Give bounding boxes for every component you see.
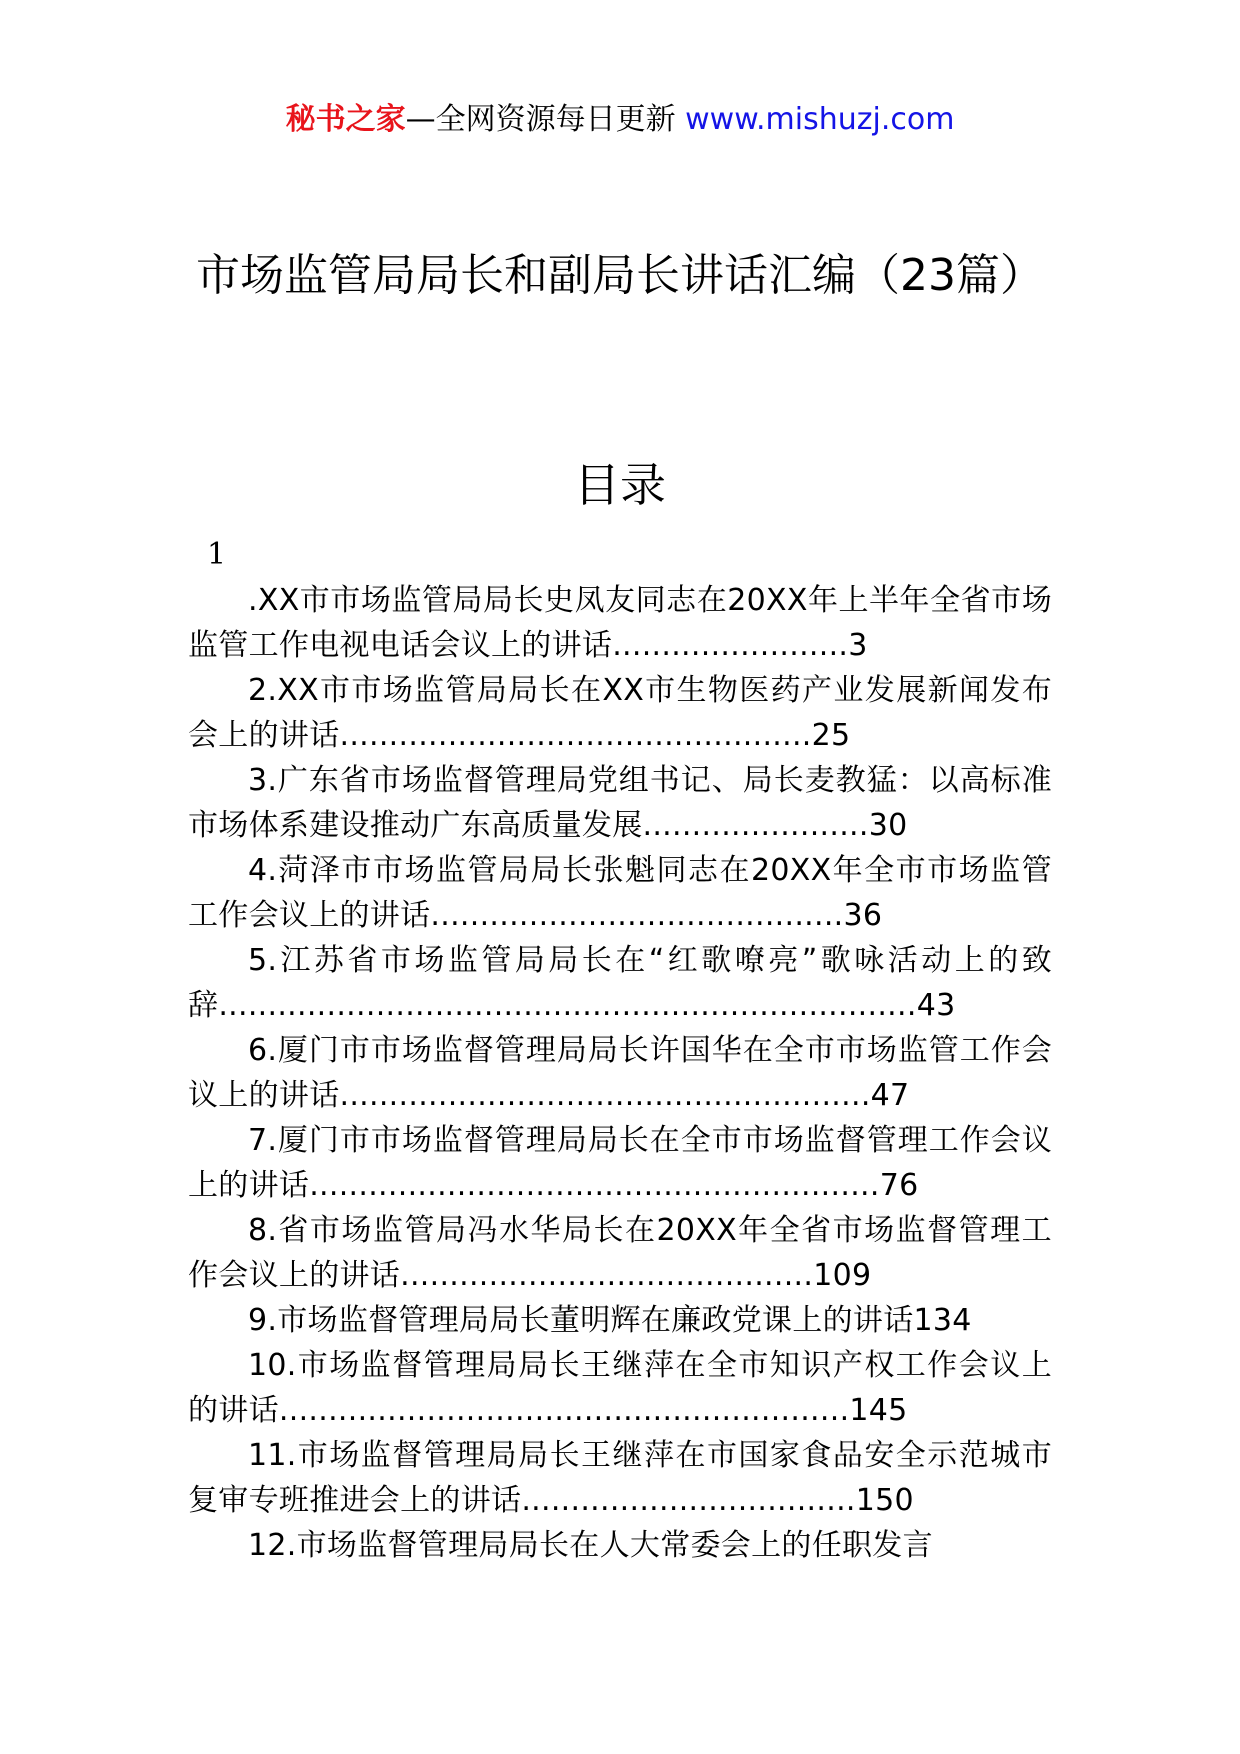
toc-entry[interactable] [188, 1298, 1052, 1343]
toc-entry[interactable] [188, 1208, 1052, 1298]
toc-leader-dots: .......................................................... [309, 1168, 880, 1203]
toc-entry-title: .XX市市场监管局局长史凤友同志在20XX年上半年全省市场监管工作电视电话会议上的讲话 [188, 583, 1052, 663]
toc-page-number: 3 [848, 628, 868, 663]
toc-heading: 目录 [574, 458, 666, 512]
toc-page-number: 36 [843, 898, 883, 933]
toc-page-number: 134 [913, 1303, 972, 1338]
site-tagline: —全网资源每日更新 [405, 102, 686, 137]
toc-entry-title: 6.厦门市市场监督管理局局长许国华在全市市场监管工作会议上的讲话 [188, 1033, 1052, 1113]
toc-leader-dots: ....................................................................... [218, 988, 917, 1023]
toc-entry[interactable] [188, 938, 1052, 1028]
toc-entry-title: 10.市场监督管理局局长王继萍在全市知识产权工作会议上的讲话 [188, 1348, 1052, 1428]
toc-page-number: 109 [813, 1258, 872, 1293]
toc-leader-dots: ....................... [642, 808, 869, 843]
toc-entry[interactable] [188, 758, 1052, 848]
toc-leader-dots: ................................................ [339, 718, 812, 753]
toc-page-number: 76 [879, 1168, 919, 1203]
toc-leader-dots: ...................................................... [339, 1078, 871, 1113]
toc-page-number: 150 [855, 1483, 914, 1518]
toc-entry[interactable] [188, 1433, 1052, 1523]
toc-entry[interactable] [188, 1523, 1052, 1568]
toc-leader-dots: .................................. [521, 1483, 856, 1518]
page-marker-number: 1 [207, 537, 227, 572]
table-of-contents [188, 578, 1052, 1568]
toc-entry[interactable] [188, 668, 1052, 758]
site-url-link[interactable]: www.mishuzj.com [685, 102, 955, 137]
toc-page-number: 47 [870, 1078, 910, 1113]
toc-leader-dots: .......................................... [430, 898, 844, 933]
toc-entry-title: 7.厦门市市场监督管理局局长在全市市场监督管理工作会议上的讲话 [188, 1123, 1052, 1203]
toc-entry-title: 3.广东省市场监督管理局党组书记、局长麦教猛：以高标准市场体系建设推动广东高质量发展 [188, 763, 1052, 843]
toc-leader-dots: .......................................................... [278, 1393, 850, 1428]
toc-entry-title: 4.菏泽市市场监管局局长张魁同志在20XX年全市市场监管工作会议上的讲话 [188, 853, 1052, 933]
toc-leader-dots: .......................................... [400, 1258, 814, 1293]
toc-page-number: 25 [811, 718, 851, 753]
site-header [0, 100, 1240, 140]
site-brand: 秘书之家 [285, 102, 406, 137]
toc-entry-title: 9.市场监督管理局局长董明辉在廉政党课上的讲话 [248, 1303, 914, 1338]
toc-entry[interactable] [188, 848, 1052, 938]
toc-entry[interactable] [188, 1343, 1052, 1433]
toc-entry-title: 5.江苏省市场监管局局长在“红歌嘹亮”歌咏活动上的致辞 [188, 943, 1052, 1023]
toc-page-number: 145 [849, 1393, 908, 1428]
toc-entry-title: 12.市场监督管理局局长在人大常委会上的任职发言 [248, 1528, 933, 1563]
toc-leader-dots: ........................ [612, 628, 849, 663]
toc-page-number: 30 [868, 808, 908, 843]
toc-page-number: 43 [916, 988, 956, 1023]
toc-entry[interactable] [188, 1118, 1052, 1208]
toc-entry-title: 8.省市场监管局冯水华局长在20XX年全省市场监督管理工作会议上的讲话 [188, 1213, 1052, 1293]
toc-entry-title: 11.市场监督管理局局长王继萍在市国家食品安全示范城市复审专班推进会上的讲话 [188, 1438, 1052, 1518]
toc-entry[interactable] [188, 578, 1052, 668]
toc-entry[interactable] [188, 1028, 1052, 1118]
toc-entry-title: 2.XX市市场监管局局长在XX市生物医药产业发展新闻发布会上的讲话 [188, 673, 1052, 753]
document-title: 市场监管局局长和副局长讲话汇编（23篇） [196, 250, 1044, 301]
